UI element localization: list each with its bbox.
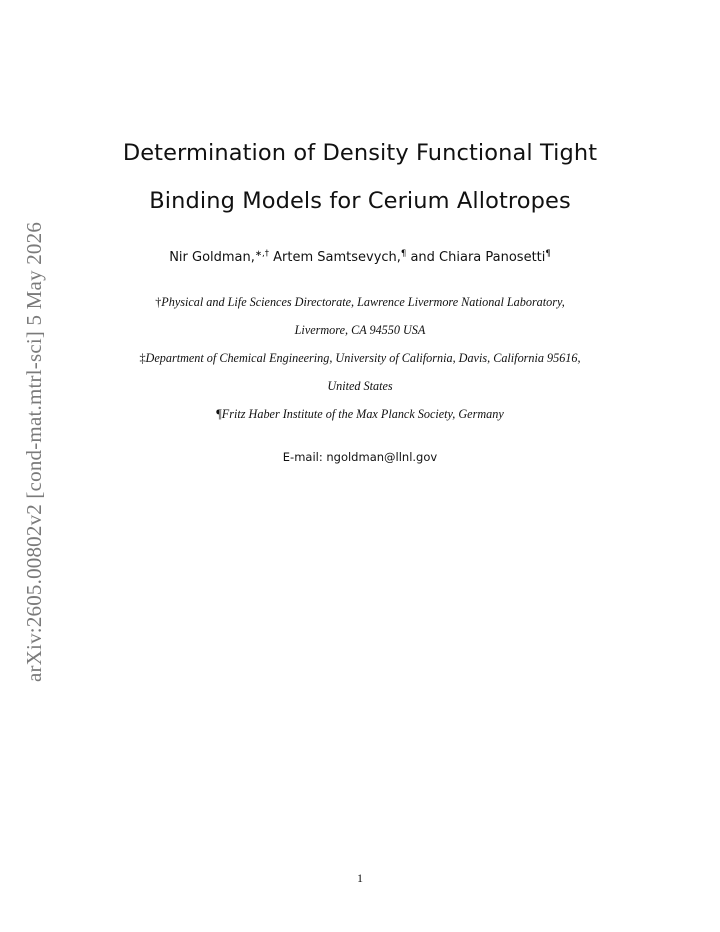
affiliation-text: Physical and Life Sciences Directorate, Lawrence Livermore National Laboratory,: [161, 295, 565, 309]
author-name: Artem Samtsevych,: [268, 250, 401, 265]
author-name: Nir Goldman,: [169, 250, 255, 265]
affiliation-1-line-1: [0, 294, 720, 310]
affiliation-text: Department of Chemical Engineering, University of California, Davis, California 95616,: [145, 351, 581, 365]
author-list: [0, 249, 720, 267]
affiliation-2-line-1: [0, 350, 720, 366]
author-affiliation-marks: ∗,†: [254, 249, 269, 259]
contact-email: E-mail: ngoldman@llnl.gov: [282, 450, 438, 464]
affiliation-1-line-2: Livermore, CA 94550 USA: [294, 323, 426, 337]
author-affiliation-marks: ¶: [400, 249, 407, 259]
affiliation-mark: ‡: [139, 351, 146, 365]
affiliation-2-line-2: United States: [327, 379, 393, 393]
affiliation-mark: †: [155, 295, 162, 309]
affiliation-text: Fritz Haber Institute of the Max Planck Society, Germany: [221, 407, 504, 421]
author-affiliation-marks: ¶: [545, 249, 551, 259]
page-number: 1: [357, 871, 363, 885]
author-name: and Chiara Panosetti: [406, 250, 546, 265]
paper-title-line-2: Binding Models for Cerium Allotropes: [149, 188, 571, 214]
paper-title-line-1: Determination of Density Functional Tight: [122, 140, 598, 166]
arxiv-identifier-stamp: arXiv:2605.00802v2 [cond-mat.mtrl-sci] 5 May 2026: [22, 221, 46, 683]
affiliation-3-line-1: [0, 406, 720, 422]
affiliation-mark: ¶: [216, 407, 222, 421]
